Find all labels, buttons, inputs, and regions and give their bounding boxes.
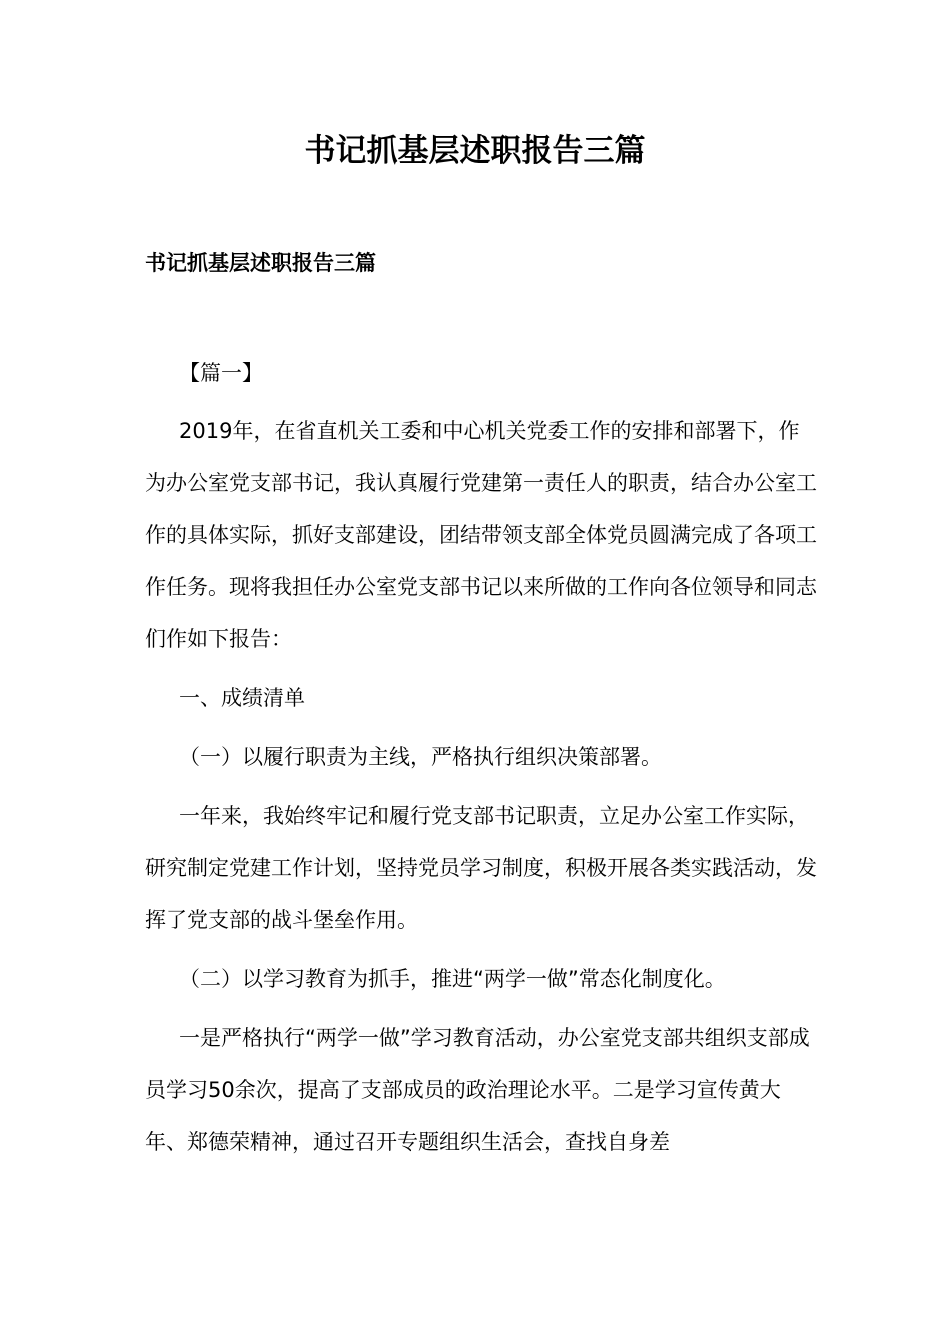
document-title: 书记抓基层述职报告三篇	[304, 133, 646, 169]
body-paragraph: 一是严格执行“两学一做”学习教育活动，办公室党支部共组织支部成员学习50余次，提高了支部成员的政治理论水平。二是学习宣传黄大年、郑德荣精神，通过召开专题组织生活会，查找自身差	[145, 1026, 810, 1154]
subsection-heading: （二）以学习教育为抓手，推进“两学一做”常态化制度化。	[179, 967, 726, 991]
document-body	[145, 355, 817, 1183]
body-paragraph: 2019年，在省直机关工委和中心机关党委工作的安排和部署下，作为办公室党支部书记，我认真履行党建第一责任人的职责，结合办公室工作的具体实际，抓好支部建设，团结带领支部全体党员圆满完成了各项工作任务。现将我担任办公室党支部书记以来所做的工作向各位领导和同志们作如下报告：	[145, 419, 817, 651]
section-heading: 一、成绩清单	[179, 686, 305, 710]
subsection-heading: （一）以履行职责为主线，严格执行组织决策部署。	[179, 745, 662, 769]
section-marker: 【篇一】	[179, 361, 263, 385]
body-paragraph: 一年来，我始终牢记和履行党支部书记职责，立足办公室工作实际，研究制定党建工作计划，坚持党员学习制度，积极开展各类实践活动，发挥了党支部的战斗堡垒作用。	[145, 804, 817, 932]
document-subtitle: 书记抓基层述职报告三篇	[145, 251, 376, 275]
